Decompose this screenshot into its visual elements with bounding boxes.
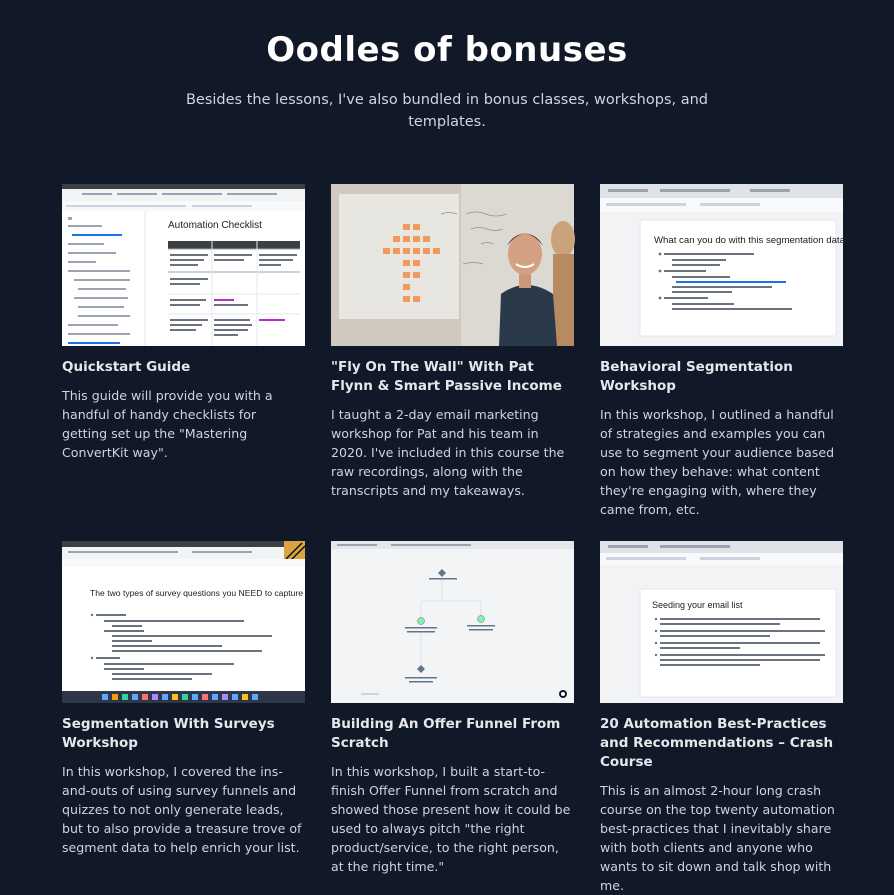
card-title[interactable]: Segmentation With Surveys Workshop: [62, 716, 275, 751]
svg-text:The two types of survey questi: The two types of survey questions you NEED to capture: [90, 588, 304, 598]
svg-text:What can you do with this segm: What can you do with this segmentation data?: [654, 235, 851, 246]
card-title[interactable]: Quickstart Guide: [62, 359, 191, 375]
card-thumbnail: [62, 184, 305, 346]
bonus-card-behavioral-segmentation[interactable]: [600, 184, 851, 519]
card-description: In this workshop, I built a start-to-finish Offer Funnel from scratch and showed those present how it could be used to always pitch "the right product/service, to the right person, at the right time.": [331, 764, 571, 874]
svg-text:Automation Checklist: Automation Checklist: [168, 220, 262, 231]
card-title[interactable]: Building An Offer Funnel From Scratch: [331, 716, 561, 751]
bonus-card-offer-funnel[interactable]: [331, 541, 574, 876]
bonus-card-segmentation-surveys[interactable]: [62, 541, 305, 857]
card-thumbnail: [62, 541, 305, 703]
card-thumbnail: [600, 541, 843, 703]
card-thumbnail: [600, 184, 851, 346]
card-description: This guide will provide you with a handful of handy checklists for getting set up the "Mastering ConvertKit way".: [62, 388, 273, 460]
card-description: In this workshop, I outlined a handful of strategies and examples you can use to segment your audience based on how they behave: what content they're engaging with, where they came from, etc.: [600, 407, 835, 517]
section-subtitle: Besides the lessons, I've also bundled in bonus classes, workshops, and templates.: [185, 92, 708, 130]
card-title[interactable]: "Fly On The Wall" With Pat Flynn & Smart Passive Income: [331, 359, 562, 394]
card-description: This is an almost 2-hour long crash course on the top twenty automation best-practices that I inevitably share with both clients and anyone who wants to sit down and talk shop with me.: [600, 783, 835, 893]
section-title: Oodles of bonuses: [266, 30, 628, 70]
bonus-card-automation-best-practices[interactable]: [600, 541, 843, 895]
card-thumbnail: [331, 541, 574, 703]
bonus-card-quickstart-guide[interactable]: [62, 184, 305, 462]
card-title[interactable]: Behavioral Segmentation Workshop: [600, 359, 793, 394]
card-title[interactable]: 20 Automation Best-Practices and Recommendations – Crash Course: [600, 716, 834, 770]
card-description: In this workshop, I covered the ins-and-outs of using survey funnels and quizzes to not only generate leads, but to also provide a treasure trove of segment data to help enrich your list.: [62, 764, 302, 855]
svg-text:Seeding your email list: Seeding your email list: [652, 600, 743, 610]
bonus-card-fly-on-the-wall[interactable]: [331, 184, 574, 500]
card-thumbnail-photo: [331, 184, 574, 346]
card-description: I taught a 2-day email marketing workshop for Pat and his team in 2020. I've included in this course the raw recordings, along with the transcripts and my takeaways.: [331, 407, 565, 498]
